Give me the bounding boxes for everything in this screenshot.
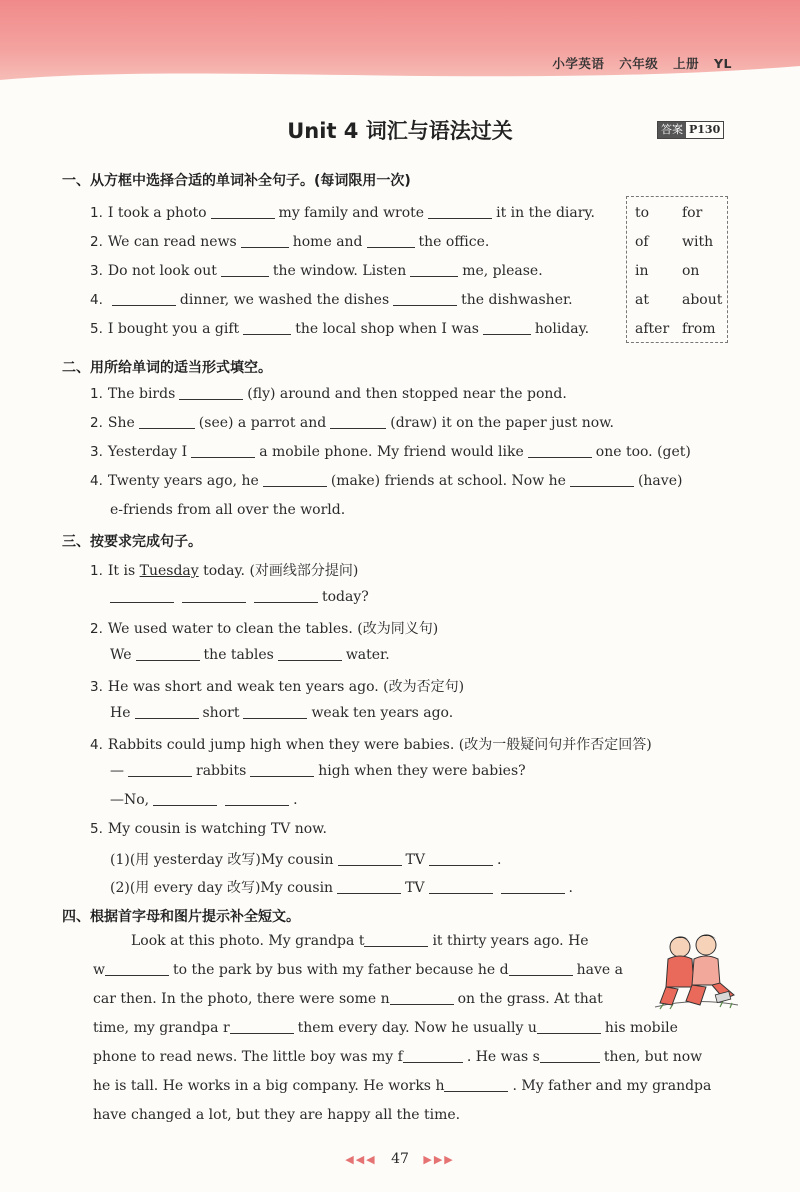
blank[interactable] [230,1032,294,1034]
word-option: of [635,234,649,250]
sentence-text: home and [292,234,363,250]
blank[interactable] [135,717,199,719]
grandpa-and-boy-illustration [650,925,740,1015]
dash: — [110,763,124,779]
blank[interactable] [179,398,243,400]
sentence-text: Do not look out [107,263,217,279]
word-option: for [682,205,703,221]
s3-q4 [90,734,652,754]
sentence-text: The birds [107,386,176,402]
blank[interactable] [128,775,192,777]
s3-q1 [90,560,358,580]
blank[interactable] [110,601,174,603]
s2-line-5: e-friends from all over the world. [110,502,346,518]
sentence-text: a mobile phone. My friend would like [259,444,524,460]
sentence-text: the local shop when I was [295,321,479,337]
sentence-text: He [110,705,131,721]
s1-line-3 [90,263,543,279]
blank[interactable] [338,864,402,866]
page-footer [0,1151,800,1167]
item-number: 1. [90,563,103,579]
s1-line-4 [90,292,573,308]
next-page-arrows-icon[interactable]: ▶▶▶ [423,1153,455,1166]
s2-line-1 [90,386,567,402]
s2-line-3 [90,444,691,460]
s3-q4-answer-2 [110,792,298,808]
volume-label: 上册 [673,56,700,71]
blank[interactable] [537,1032,601,1034]
sentence-text: my family and wrote [278,205,425,221]
sentence-text: short [202,705,240,721]
sentence-text: weak ten years ago. [311,705,454,721]
passage-line-5: phone to read news. The little boy was my f . He was s then, but now [93,1049,703,1065]
blank[interactable] [509,974,573,976]
blank[interactable] [393,304,457,306]
item-number: 5. [90,321,103,337]
blank[interactable] [483,333,531,335]
sentence-text: Yesterday I [107,444,188,460]
blank[interactable] [191,456,255,458]
passage-line-1: Look at this photo. My grandpa t it thirty years ago. He [131,933,589,949]
sentence-text: Rabbits could jump high when they were babies. (改为一般疑问句并作否定回答) [107,737,652,753]
blank[interactable] [243,333,291,335]
underlined-word: Tuesday [139,563,199,579]
s1-line-2 [90,234,489,250]
blank[interactable] [570,485,634,487]
answer-page-tag[interactable] [657,121,724,139]
s3-q3-answer [110,705,453,721]
blank[interactable] [337,892,401,894]
sentence-text: it in the diary. [496,205,595,221]
item-number: 3. [90,444,103,460]
blank[interactable] [410,275,458,277]
word-option: about [682,292,723,308]
sentence-text: —No, [110,792,150,808]
sentence-text: (draw) it on the paper just now. [390,415,614,431]
sentence-text: (have) [637,473,683,489]
s3-q1-answer [106,589,369,605]
blank[interactable] [501,892,565,894]
blank[interactable] [225,804,289,806]
sentence-text: . [496,852,502,868]
passage-line-4: time, my grandpa r them every day. Now he usually u his mobile [93,1020,678,1036]
blank[interactable] [254,601,318,603]
sentence-text: today? [322,589,369,605]
section-1-heading: 一、从方框中选择合适的单词补全句子。(每词限用一次) [62,173,411,189]
sentence-text: My cousin is watching TV now. [107,821,327,837]
passage-line-7: have changed a lot, but they are happy all the time. [93,1107,461,1123]
item-number: 2. [90,621,103,637]
sentence-text: rabbits [196,763,247,779]
edition-label: YL [713,56,732,71]
blank[interactable] [367,246,415,248]
sentence-text: We used water to clean the tables. (改为同义句) [107,621,439,637]
word-option: at [635,292,649,308]
word-option: in [635,263,649,279]
word-option: after [635,321,670,337]
s3-q3 [90,676,464,696]
section-2-heading: 二、用所给单词的适当形式填空。 [62,360,272,376]
sentence-text: high when they were babies? [318,763,526,779]
sentence-text: one too. (get) [595,444,691,460]
sentence-text: . [568,880,573,896]
item-number: 4. [90,292,103,308]
sentence-text: (2)(用 every day 改写)My cousin [110,880,334,896]
blank[interactable] [112,304,176,306]
sentence-text: . [293,792,298,808]
blank[interactable] [278,659,342,661]
instruction-text: today. (对画线部分提问) [203,563,359,579]
sentence-text: the tables [203,647,274,663]
blank[interactable] [263,485,327,487]
sentence-text: We can read news [107,234,237,250]
blank[interactable] [429,864,493,866]
s2-line-2 [90,415,614,431]
s3-q5 [90,821,327,837]
section-3-heading: 三、按要求完成句子。 [62,534,202,550]
sentence-text: (see) a parrot and [198,415,327,431]
sentence-text: (1)(用 yesterday 改写)My cousin [110,852,334,868]
blank[interactable] [139,427,195,429]
blank[interactable] [429,892,493,894]
section-4-heading: 四、根据首字母和图片提示补全短文。 [62,909,300,925]
blank[interactable] [153,804,217,806]
blank[interactable] [182,601,246,603]
item-number: 3. [90,679,103,695]
item-number: 4. [90,737,103,753]
sentence-text: She [107,415,135,431]
sentence-text: (fly) around and then stopped near the pond. [247,386,567,402]
blank[interactable] [330,427,386,429]
prev-page-arrows-icon[interactable]: ◀◀◀ [345,1153,377,1166]
sentence-text: It is [107,563,136,579]
s3-q4-answer-1 [110,763,526,779]
blank[interactable] [241,246,289,248]
sentence-text: He was short and weak ten years ago. (改为否定句) [107,679,465,695]
s1-line-5 [90,321,589,337]
blank[interactable] [444,1090,508,1092]
blank[interactable] [136,659,200,661]
item-number: 5. [90,821,103,837]
word-option: from [682,321,716,337]
blank[interactable] [428,217,492,219]
item-number: 2. [90,415,103,431]
book-info [542,54,732,72]
blank[interactable] [243,717,307,719]
answer-label: 答案 [658,122,686,138]
blank[interactable] [221,275,269,277]
item-number: 1. [90,205,103,221]
passage-line-6: he is tall. He works in a big company. He works h . My father and my grandpa [93,1078,712,1094]
word-option: on [682,263,700,279]
item-number: 4. [90,473,103,489]
sentence-text: me, please. [462,263,543,279]
sentence-text: Twenty years ago, he [107,473,259,489]
word-option: with [682,234,714,250]
sentence-text: I took a photo [107,205,207,221]
s3-q2 [90,618,438,638]
blank[interactable] [540,1061,600,1063]
page-number: 47 [391,1151,409,1167]
blank[interactable] [364,945,428,947]
grade-label: 六年级 [619,56,659,71]
sentence-text: I bought you a gift [107,321,240,337]
word-box [626,196,728,343]
blank[interactable] [528,456,592,458]
answer-page: P130 [689,123,721,136]
blank[interactable] [390,1003,454,1005]
passage-line-2: w to the park by bus with my father because he d have a [93,962,623,978]
sentence-text: water. [345,647,390,663]
sentence-text: TV [405,852,425,868]
subject-label: 小学英语 [552,56,605,71]
sentence-text: (make) friends at school. Now he [330,473,566,489]
passage-line-3: car then. In the photo, there were some n on the grass. At that [93,991,603,1007]
item-number: 2. [90,234,103,250]
sentence-text: the office. [418,234,490,250]
item-number: 1. [90,386,103,402]
word-option: to [635,205,650,221]
blank[interactable] [250,775,314,777]
page-title: Unit 4 词汇与语法过关 [287,119,513,143]
s3-q2-answer [110,647,390,663]
sentence-text: holiday. [534,321,590,337]
sentence-text: TV [405,880,425,896]
s3-q5-answer-1 [110,849,501,869]
s2-line-4 [90,473,682,489]
sentence-text: the window. Listen [272,263,407,279]
blank[interactable] [105,974,169,976]
blank[interactable] [211,217,275,219]
s3-q5-answer-2 [110,877,573,897]
sentence-text: We [110,647,132,663]
sentence-text: dinner, we washed the dishes [179,292,390,308]
s1-line-1 [90,205,595,221]
sentence-text: the dishwasher. [461,292,573,308]
item-number: 3. [90,263,103,279]
blank[interactable] [403,1061,463,1063]
